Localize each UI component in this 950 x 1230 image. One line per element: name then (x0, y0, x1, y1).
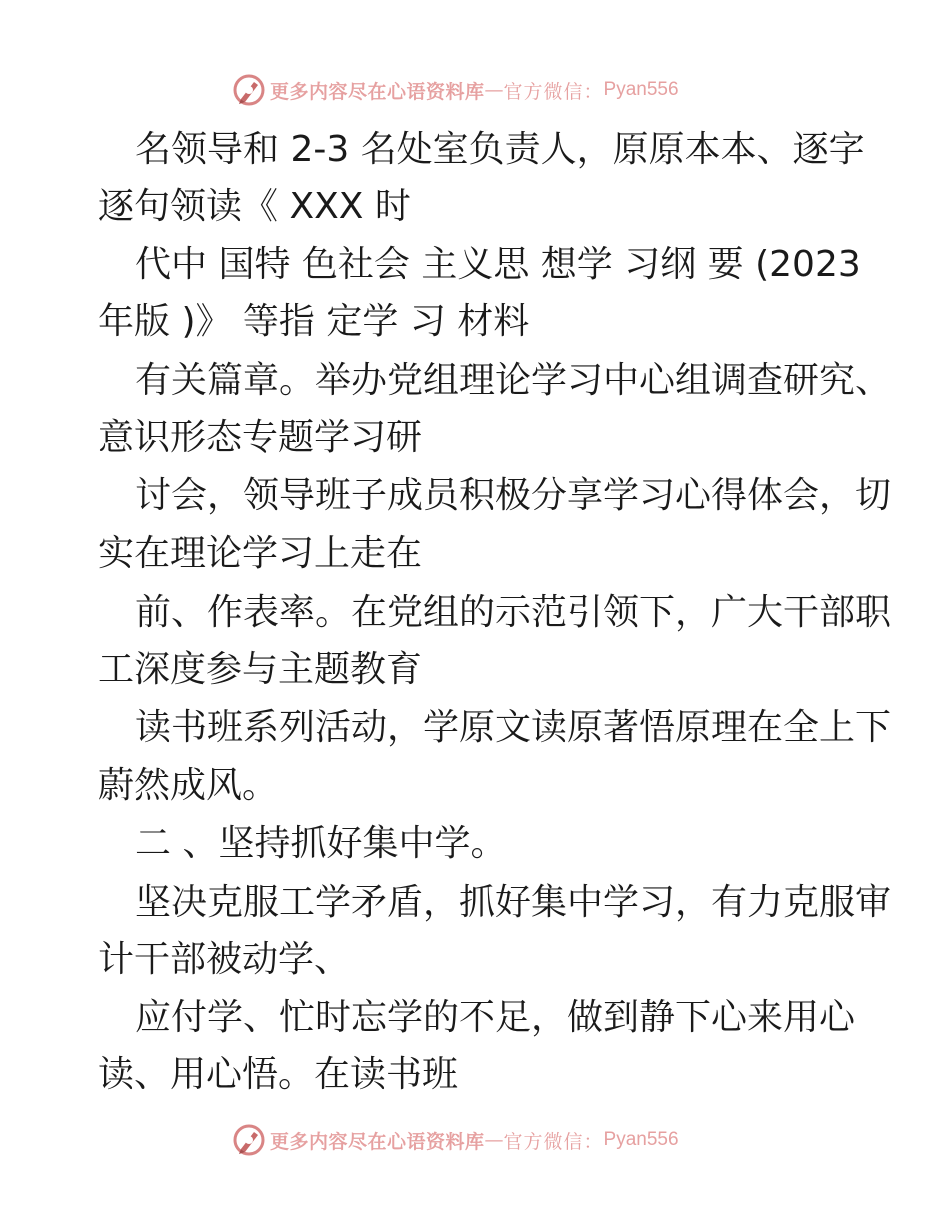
watermark-wechat-id: Pyan556 (603, 79, 679, 100)
header-watermark (232, 72, 679, 108)
body-line: 讨会，领导班子成员积极分享学习心得体会，切 (135, 475, 892, 516)
body-line: 读书班系列活动，学原文读原著悟原理在全上下 (135, 707, 892, 748)
body-line: 计干部被动学、 (98, 939, 351, 980)
body-line: 代中 国特 色社会 主义思 想学 习纲 要 (2023 (135, 244, 861, 285)
footer-watermark (232, 1122, 679, 1158)
body-line: 坚决克服工学矛盾，抓好集中学习，有力克服审 (135, 882, 892, 923)
body-line: 前、作表率。在党组的示范引领下，广大干部职 (135, 592, 892, 633)
pen-logo-icon (232, 1123, 266, 1157)
watermark-dash: — (484, 79, 504, 101)
body-line: 逐句领读《 XXX 时 (98, 186, 411, 227)
body-line: 意识形态专题学习研 (98, 417, 423, 458)
body-line: 读、用心悟。在读书班 (98, 1054, 459, 1095)
body-line: 实在理论学习上走在 (98, 533, 423, 574)
body-line: 年版 )》 等指 定学 习 材料 (98, 301, 530, 342)
watermark-subtitle: 官方微信： (503, 1130, 604, 1153)
body-line: 有关篇章。举办党组理论学习中心组调查研究、 (135, 360, 892, 401)
pen-logo-icon (232, 73, 266, 107)
body-line: 应付学、忙时忘学的不足，做到静下心来用心 (135, 997, 856, 1038)
watermark-title: 更多内容尽在心语资料库 (270, 1130, 485, 1153)
watermark-subtitle: 官方微信： (503, 80, 604, 103)
watermark-dash: — (484, 1129, 504, 1151)
watermark-title: 更多内容尽在心语资料库 (270, 80, 485, 103)
section-heading: 二 、坚持抓好集中学。 (135, 823, 507, 864)
body-line: 名领导和 2-3 名处室负责人，原原本本、逐字 (135, 129, 865, 170)
body-line: 蔚然成风。 (98, 765, 279, 806)
body-line: 工深度参与主题教育 (98, 649, 423, 690)
watermark-wechat-id: Pyan556 (603, 1129, 679, 1150)
